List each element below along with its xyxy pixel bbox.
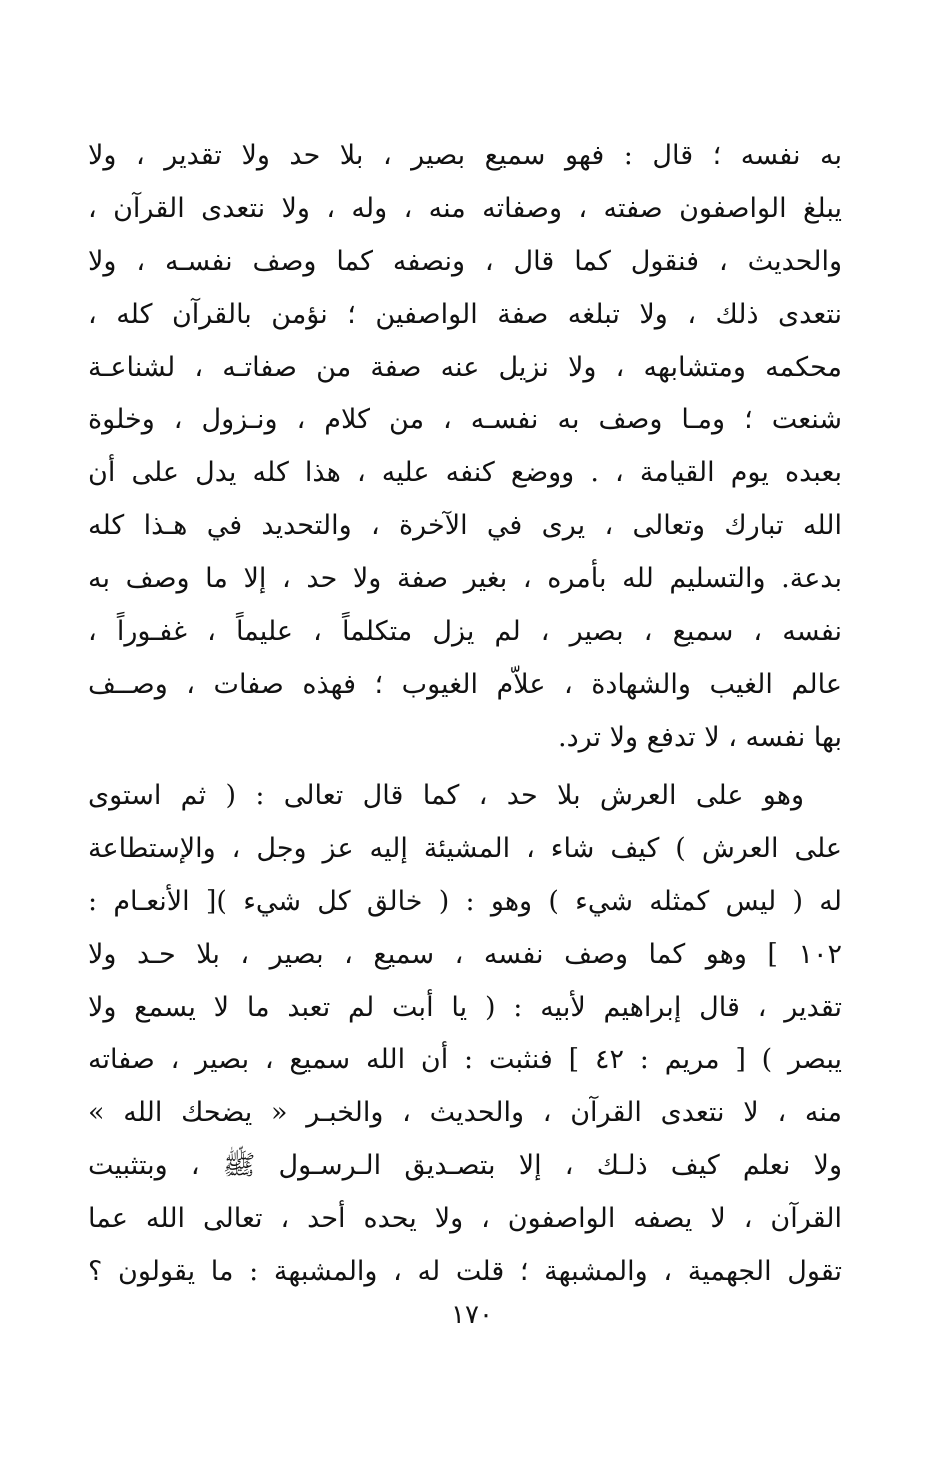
paragraph-line: له ( ليس كمثله شيء ) وهو : ( خالق كل شيء )[ الأنعـام : [88,885,842,917]
paragraph-line: يبلغ الواصفون صفته ، وصفاته منه ، وله ، ولا نتعدى القرآن ، [88,192,842,224]
paragraph-line: تقول الجهمية ، والمشبهة ؛ قلت له ، والمشبهة : ما يقولون ؟ [88,1256,842,1288]
paragraph-line: به نفسه ؛ قال : فهو سميع بصير ، بلا حد ولا تقدير ، ولا [88,140,842,171]
paragraph-line: بدعة. والتسليم لله بأمره ، بغير صفة ولا حد ، إلا ما وصف به [88,563,842,595]
paragraph-line: وهو على العرش بلا حد ، كما قال تعالى : ( ثم استوى [88,780,804,811]
paragraph-line: محكمه ومتشابهه ، ولا نزيل عنه صفة من صفاتـه ، لشناعـة [88,351,842,383]
paragraph-line: عالم الغيب والشهادة ، علاّم الغيوب ؛ فهذه صفات ، وصــف [88,668,842,700]
paragraph-line: بها نفسه ، لا تدفع ولا ترد. [558,721,842,753]
paragraph-1 [88,130,842,765]
paragraph-line: ولا نعلم كيف ذلـك ، إلا بتصـديق الـرسـول ﷺ ، وبتثبيت [88,1150,842,1182]
paragraph-line: شنعت ؛ ومـا وصف به نفسـه ، من كلام ، ونـزول ، وخلوة [88,404,842,436]
paragraph-line: نفسه ، سميع ، بصير ، لم يزل متكلماً ، عليماً ، غفـوراً ، [88,616,842,648]
paragraph-line: القرآن ، لا يصفه الواصفون ، ولا يحده أحد ، تعالى الله عما [88,1203,842,1235]
paragraph-line: والحديث ، فنقول كما قال ، ونصفه كما وصف نفسـه ، ولا [88,245,842,277]
paragraph-line: ١٠٢ ] وهو كما وصف نفسه ، سميع ، بصير ، بلا حـد ولا [88,938,842,970]
paragraph-line: نتعدى ذلك ، ولا تبلغه صفة الواصفين ؛ نؤمن بالقرآن كله ، [88,298,842,330]
page-number: ١٧٠ [451,1300,493,1330]
paragraph-line: بعبده يوم القيامة ، . ووضع كنفه عليه ، هذا كله يدل على أن [88,457,842,489]
paragraph-2 [88,770,842,1299]
paragraph-line: يبصر ) [ مريم : ٤٢ ] فنثبت : أن الله سميع ، بصير ، صفاته [88,1044,842,1076]
paragraph-line: منه ، لا نتعدى القرآن ، والحديث ، والخبـر « يضحك الله » [88,1097,842,1129]
paragraph-line: تقدير ، قال إبراهيم لأبيه : ( يا أبت لم تعبد ما لا يسمع ولا [88,991,842,1023]
paragraph-line: على العرش ) كيف شاء ، المشيئة إليه عز وجل ، والإستطاعة [88,832,842,864]
paragraph-line: الله تبارك وتعالى ، يرى في الآخرة ، والتحديد في هـذا كله [88,510,842,542]
